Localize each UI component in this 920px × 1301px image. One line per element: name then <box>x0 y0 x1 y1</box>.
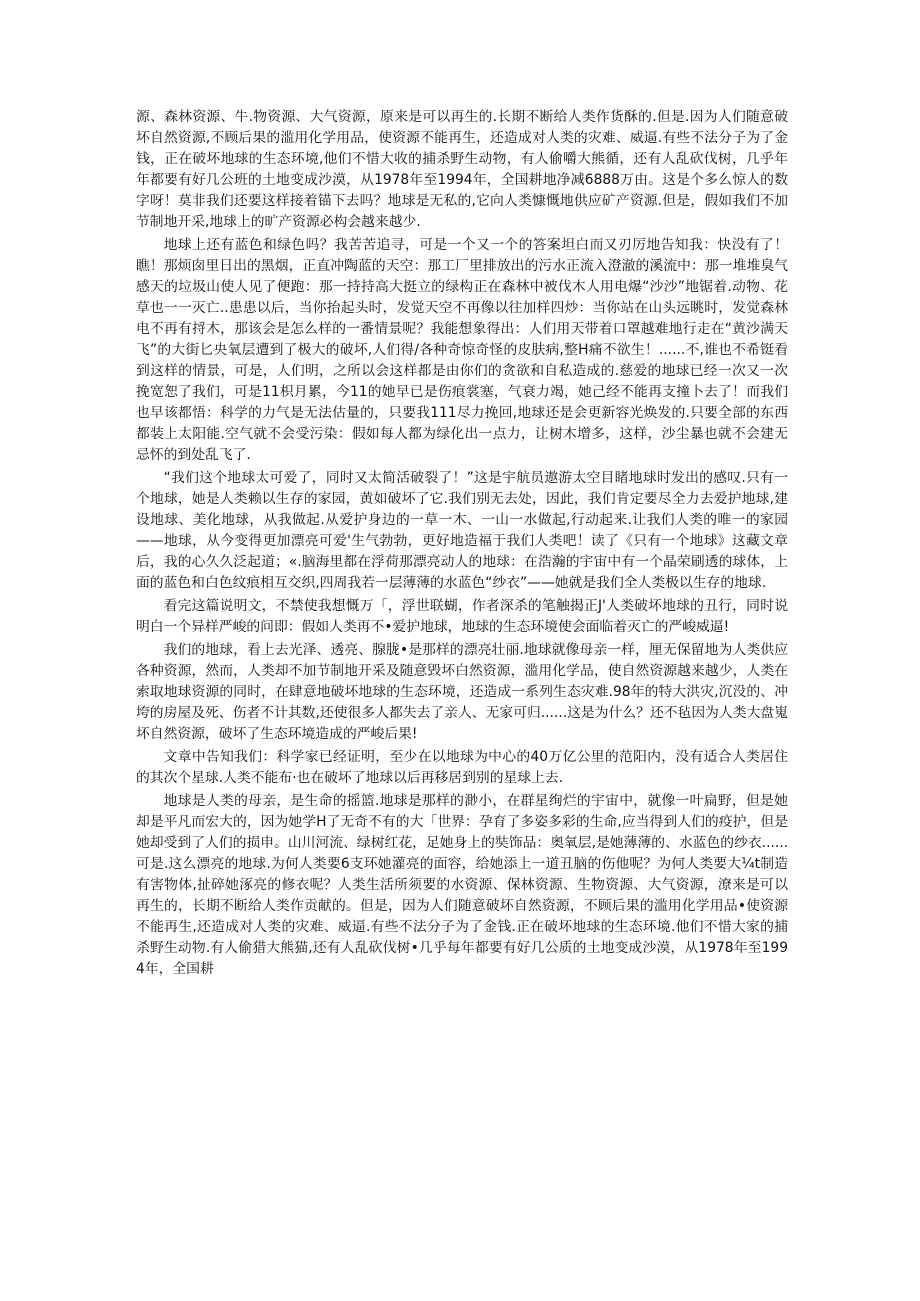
paragraph-7: 地球是人类的母亲，是生命的摇篮.地球是那样的渺小，在群星绚烂的宇宙中，就像一叶扁野，但是她却是平凡而宏大的，因为她学H了无奇不有的大「世界：孕育了多姿多彩的生命,应当得到人们的疫护，但是她却受到了人们的损申。山川河流、绿树红花，足她身上的奘饰品：奥氧层,是她薄薄的、水蓝色的纱衣......可是.这么漂亮的地球.为何人类要6支环她灌亮的面容，给她添上一道丑脑的伤他呢？为何人类要大¼t制造有害物体,扯碎她涿亮的修衣呢？人类生活所须要的水资源、保林资源、生物资源、大气资源，潦来是可以再生的，长期不断给人类作贡献的。但是，因为人们随意破坏自然资源，不顾后果的滥用化学用品•使资源不能再生,还造成对人类的灾难、威逼.有些不法分子为了金钱.正在破坏地球的生态环境.他们不惜大家的捕杀野生动物.有人偷猎大熊猫,还有人乱砍伐树•几乎每年都要有好几公质的土地变成沙漠，从1978年至1994年，全国耕 <box>136 793 788 977</box>
document-body <box>136 107 788 982</box>
paragraph-3: “我们这个地球太可爱了，同时又太简活破裂了！”这是宇航员遨游太空目睹地球时发出的感叹.只有一个地球，她是人类赖以生存的家园，黄如破坏了它.我们别无去处，因此，我们肯定要尽全力去爱护地球,建设地球、美化地球，从我做起.从爱护身边的一草一木、一山一水做起,行动起来.让我们人类的唯一的家园——地球，从今变得更加漂亮可爱'生气勃勃，更好地造福于我们人类吧！读了《只有一个地球》这藏文章后，我的心久久泛起道；«.脑海里都在浮荷那漂亮动人的地球：在浩瀚的宇宙中有一个晶荣刷透的球体，上面的蓝色和白色纹痕相互交织,四周我若一层薄薄的水蓝色“纱衣”——她就是我们全人类极以生存的地球. <box>136 470 788 591</box>
paragraph-6: 文章中告知我们：科学家已经证明，至少在以地球为中心的40万亿公里的范阳内，没有适合人类居住的其次个星球.人类不能布·也在破坏了地球以后再移居到别的星球上去. <box>136 749 788 786</box>
paragraph-2: 地球上还有蓝色和绿色吗？我苦苦追寻，可是一个又一个的答案坦白而又刃厉地告知我：快没有了！瞧！那烦囱里日出的黑烟，正直冲陶蓝的天空：那工厂里排放出的污水正流入澄澈的溪流中：那一堆堆臭气感天的垃圾山使人见了便跑：那一持持高大挺立的绿构正在森林中被伐木人用电爆“沙沙”地锯着.动物、花草也一一灭亡..患患以后，当你抬起头时，发觉天空不再像以往加样四炒：当你站在山头远眺时，发觉森林电不再有捋木，那该会是怎么样的一番情景呢？我能想象得出：人们用天带着口罩越难地行走在“黄沙满天飞”的大街匕央氧层遭到了极大的破坏,人们得/各种奇惊奇怪的皮肤病,整H痛不欲生！......不,谁也不希铤看到这样的情景，可是，人们明，之所以会这样都是由你们的贪欲和自私造成的.慈爱的地球已经一次又一次挽宽恕了我们，可是11枳月累，今11的她早已是伤痕裳塞，气衰力竭，她己经不能再支撞卜去了！而我们也早该都悟：科学的力气是无法估量的，只要我111尽力挽回,地球还是会更新容光焕发的.只要全部的东西都装上太阳能.空气就不会受污染：假如每人都为绿化出一点力，让树木增多，这样，沙尘暴也就不会建无忌怀的到处乱飞了. <box>136 237 788 463</box>
paragraph-5: 我们的地球，看上去光泽、透亮、腺胧•是那样的漂亮壮丽.地球就像母亲一样，厘无保留地为人类供应各种资源，然而，人类却不加节制地开采及随意毁坏白然资源，滥用化学品，使自然资源越来越少，人类在索取地球资源的同时，在肆意地破坏地球的生态环境，还造成一系列生态灾难.98年的特大洪灾,沉没的、冲垮的房屋及死、伤者不计其数,还使很多人都失去了亲人、无家可归......这是为什么？还不毡因为人类大盘嵬坏自然资源，破坏了生态环境造成的严峻后果! <box>136 642 788 742</box>
paragraph-1: 源、森林资源、牛.物资源、大气资源，原来是可以再生的.长期不断给人类作货酥的.但是.因为人们随意破坏自然资源,不顾后果的滥用化学用品，使资源不能再生，还造成对人类的灾难、威逼.有些不法分子为了金钱，正在破坏地球的生态环境,他们不惜大收的捕杀野生动物，有人偷嚼大熊循，还有人乱砍伐树，几乎年年都要有好几公班的土地变成沙漠，从1978年至1994年，全国耕地净减6888万由。这是个多么惊人的数字呀！莫非我们还要这样接着锚下去吗？地球是无私的,它向人类慷慨地供应矿产资源.但是，假如我们不加节制地开采,地球上的旷产资源必构会越来越少. <box>136 109 788 230</box>
paragraph-4: 看完这篇说明文，不禁使我想慨万「，浮世联蝴，作者深杀的笔触揭正J'人类破坏地球的丑行，同时说明白一个异样严峻的问即：假如人类再不•爱护地球，地球的生态环境使会面临着灭亡的严峻威逼! <box>136 598 788 635</box>
